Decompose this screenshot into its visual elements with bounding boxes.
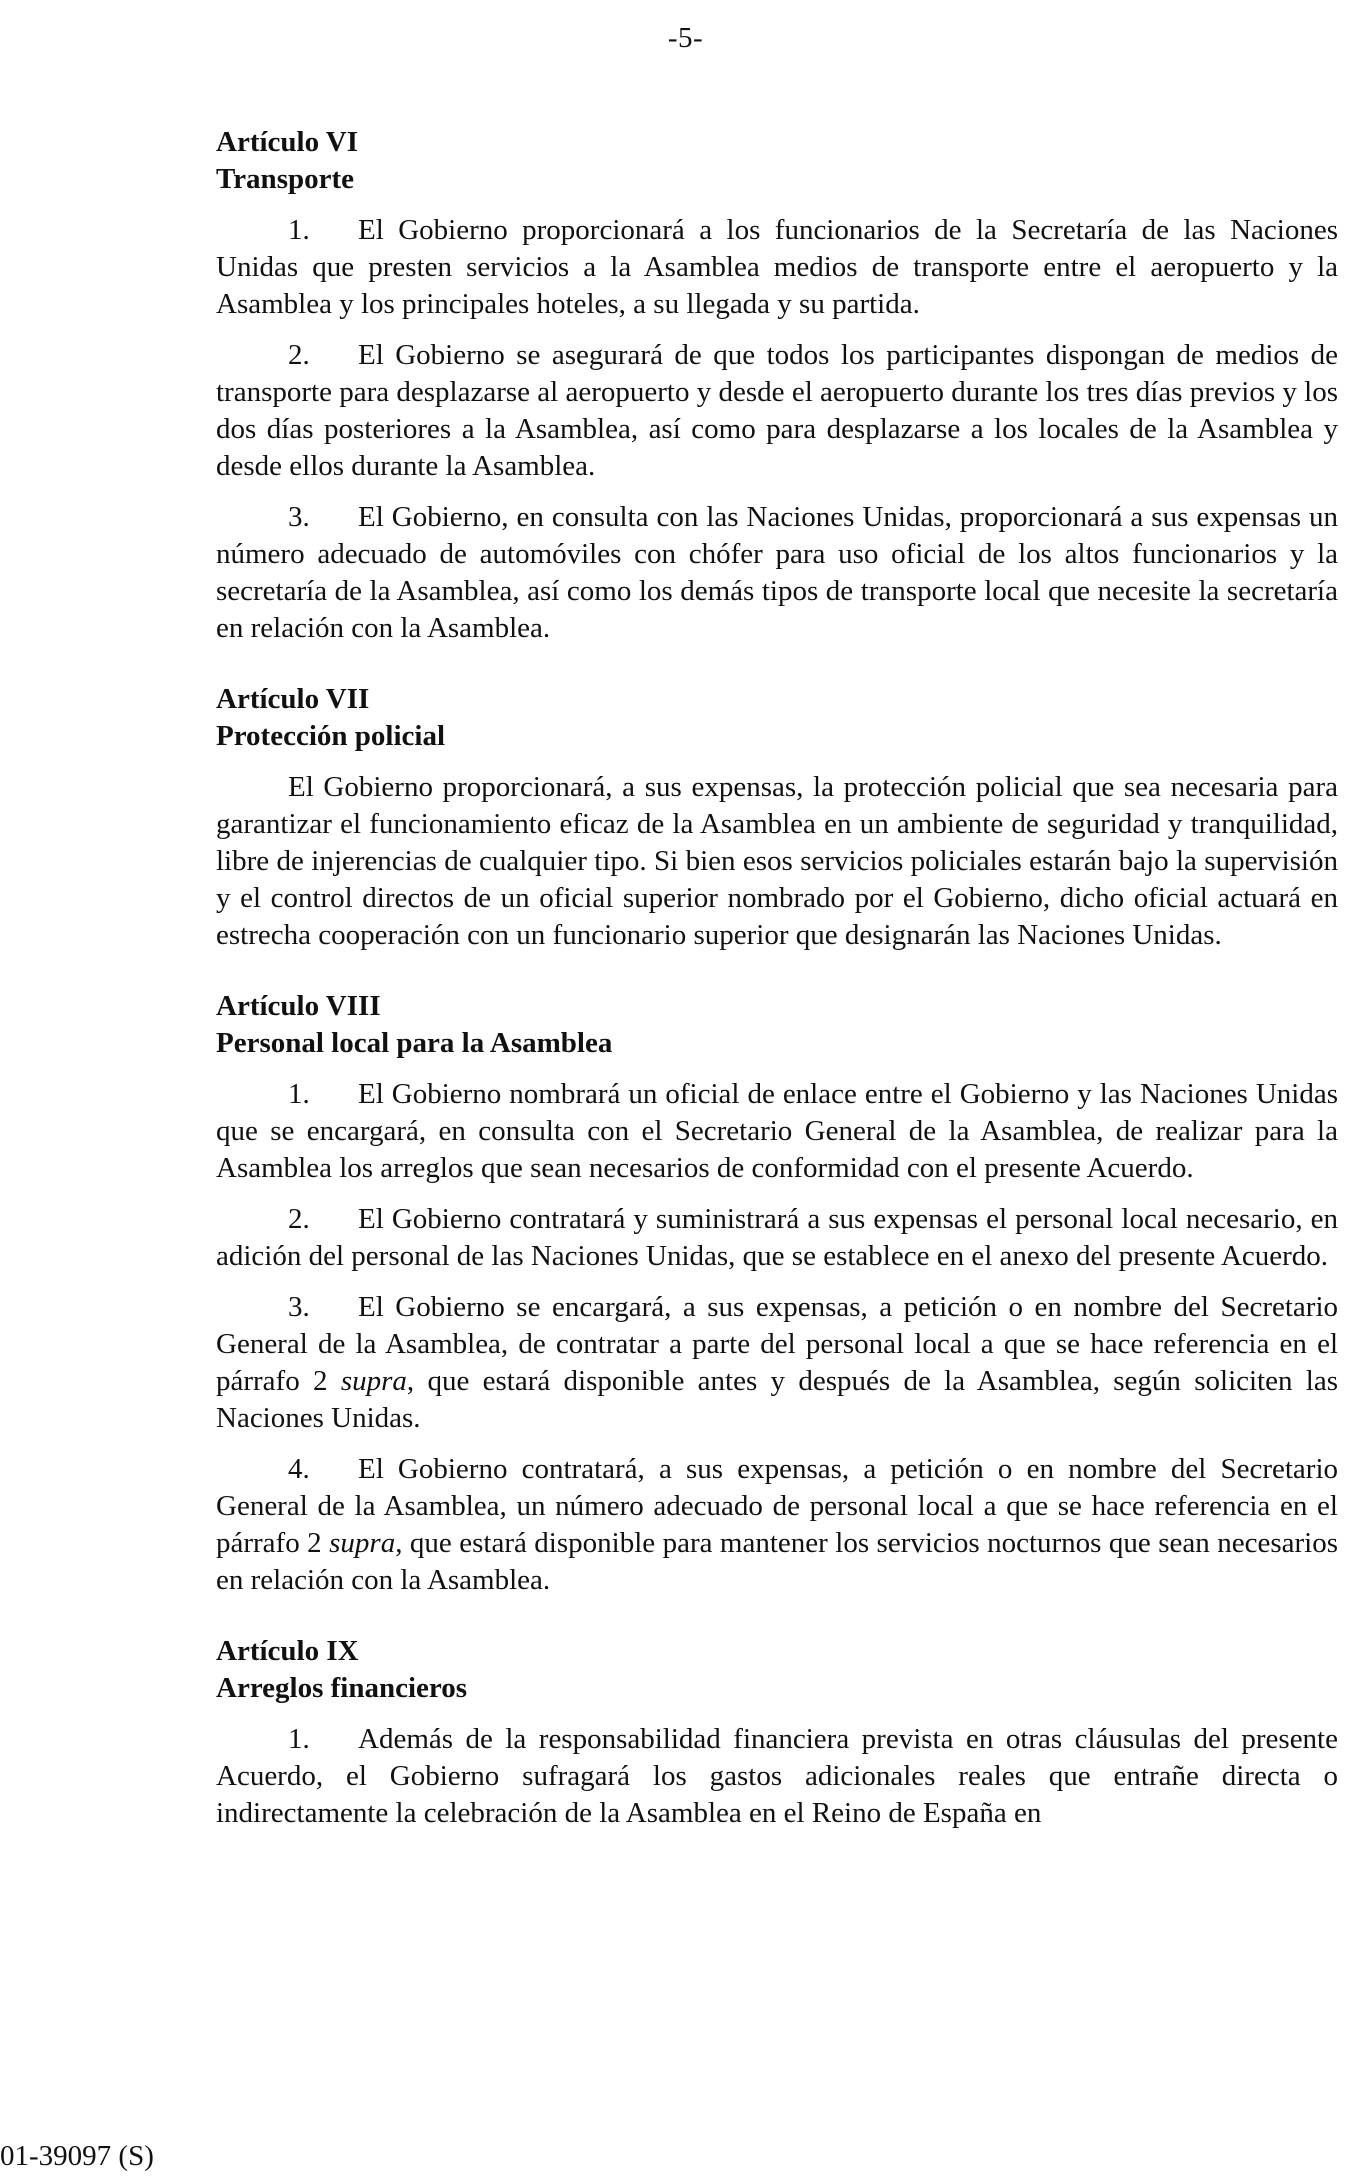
paragraph-text: , que estará disponible para mantener los servicios nocturnos que sean necesarios en relación con la Asamblea.	[216, 1527, 1338, 1596]
paragraph-number: 1.	[288, 214, 310, 246]
article-title: Artículo IX	[216, 1635, 359, 1667]
paragraph-number: 1.	[288, 1078, 310, 1110]
paragraph-text: El Gobierno contratará, a sus expensas, a petición o en nombre del Secretario General de la Asamblea, un número adecuado de personal local a que se hace referencia en el párrafo 2	[216, 1453, 1338, 1559]
paragraph-text: El Gobierno proporcionará a los funcionarios de la Secretaría de las Naciones Unidas que presten servicios a la Asamblea medios de transporte entre el aeropuerto y la Asamblea y los principales hoteles, a su llegada y su partida.	[216, 214, 1338, 320]
document-symbol: 01-39097 (S)	[0, 2140, 154, 2172]
paragraph	[216, 1289, 1338, 1437]
article-subtitle: Arreglos financieros	[216, 1672, 468, 1704]
article-subtitle: Transporte	[216, 163, 355, 195]
paragraph-number: 2.	[288, 1203, 310, 1235]
paragraph	[216, 337, 1338, 485]
article-heading	[216, 124, 1338, 198]
paragraph-number: 4.	[288, 1453, 310, 1485]
paragraph-number: 2.	[288, 339, 310, 371]
paragraph-text: El Gobierno contratará y suministrará a sus expensas el personal local necesario, en adición del personal de las Naciones Unidas, que se establece en el anexo del presente Acuerdo.	[216, 1203, 1338, 1272]
article-vi	[216, 124, 1338, 647]
paragraph	[216, 1201, 1338, 1275]
article-ix	[216, 1633, 1338, 1832]
article-heading	[216, 681, 1338, 755]
article-viii	[216, 988, 1338, 1599]
paragraph-text: Además de la responsabilidad financiera prevista en otras cláusulas del presente Acuerdo, el Gobierno sufragará los gastos adicionales reales que entrañe directa o indirectamente la celebración de la Asamblea en el Reino de España en	[216, 1723, 1338, 1829]
paragraph	[216, 1451, 1338, 1599]
article-heading	[216, 988, 1338, 1062]
paragraph	[216, 499, 1338, 647]
paragraph	[216, 1076, 1338, 1187]
paragraph-number: 3.	[288, 1291, 310, 1323]
paragraph-text: El Gobierno nombrará un oficial de enlace entre el Gobierno y las Naciones Unidas que se encargará, en consulta con el Secretario General de la Asamblea, de realizar para la Asamblea los arreglos que sean necesarios de conformidad con el presente Acuerdo.	[216, 1078, 1338, 1184]
article-title: Artículo VII	[216, 683, 370, 715]
page-number: -5-	[667, 22, 704, 54]
paragraph-text: , que estará disponible antes y después de la Asamblea, según soliciten las Naciones Unidas.	[216, 1365, 1338, 1434]
article-vii	[216, 681, 1338, 954]
paragraph-number: 3.	[288, 501, 310, 533]
paragraph	[216, 1721, 1338, 1832]
article-title: Artículo VIII	[216, 990, 381, 1022]
article-heading	[216, 1633, 1338, 1707]
paragraph-text: El Gobierno proporcionará, a sus expensas, la protección policial que sea necesaria para garantizar el funcionamiento eficaz de la Asamblea en un ambiente de seguridad y tranquilidad, libre de injerencias de cualquier tipo. Si bien esos servicios policiales estarán bajo la supervisión y el control directos de un oficial superior nombrado por el Gobierno, dicho oficial actuará en estrecha cooperación con un funcionario superior que designarán las Naciones Unidas.	[216, 771, 1338, 951]
italic-term: supra	[329, 1527, 396, 1559]
article-subtitle: Protección policial	[216, 720, 445, 752]
italic-term: supra	[340, 1365, 407, 1397]
paragraph-text: El Gobierno se encargará, a sus expensas, a petición o en nombre del Secretario General de la Asamblea, de contratar a parte del personal local a que se hace referencia en el párrafo 2	[216, 1291, 1338, 1397]
article-subtitle: Personal local para la Asamblea	[216, 1027, 613, 1059]
paragraph	[216, 769, 1338, 954]
paragraph-text: El Gobierno, en consulta con las Naciones Unidas, proporcionará a sus expensas un número adecuado de automóviles con chófer para uso oficial de los altos funcionarios y la secretaría de la Asamblea, así como los demás tipos de transporte local que necesite la secretaría en relación con la Asamblea.	[216, 501, 1338, 644]
document-body	[216, 124, 1338, 1866]
paragraph	[216, 212, 1338, 323]
paragraph-number: 1.	[288, 1723, 310, 1755]
article-title: Artículo VI	[216, 126, 359, 158]
paragraph-text: El Gobierno se asegurará de que todos los participantes dispongan de medios de transporte para desplazarse al aeropuerto y desde el aeropuerto durante los tres días previos y los dos días posteriores a la Asamblea, así como para desplazarse a los locales de la Asamblea y desde ellos durante la Asamblea.	[216, 339, 1338, 482]
